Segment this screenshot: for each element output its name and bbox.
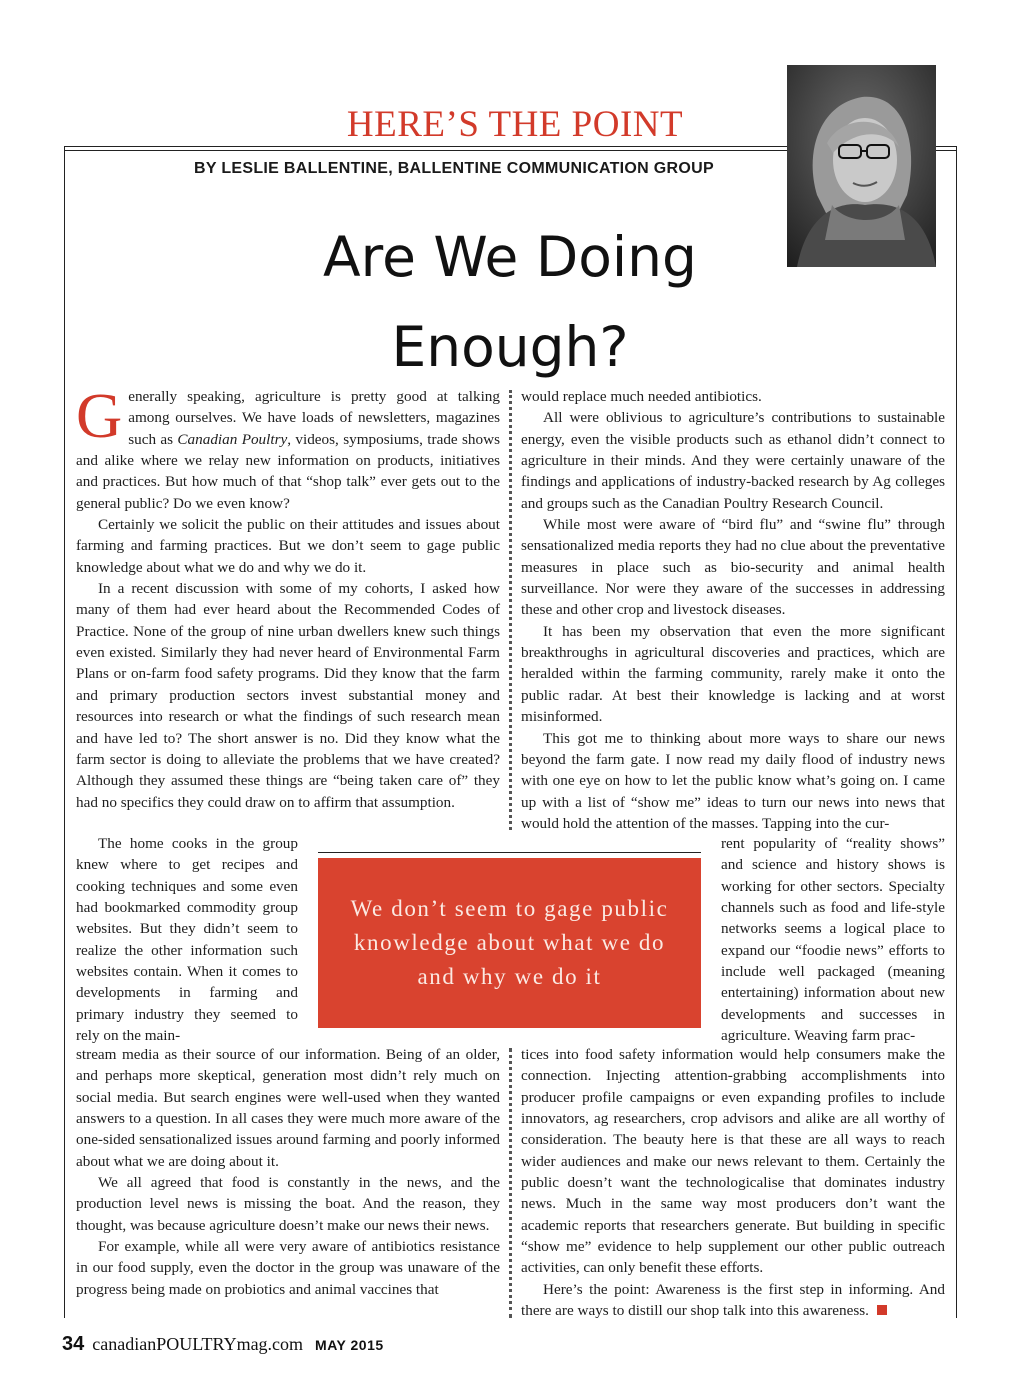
left-column-bottom	[76, 1044, 500, 1300]
paragraph	[76, 380, 500, 514]
end-mark-icon	[877, 1305, 887, 1315]
left-column-narrow	[76, 833, 298, 1046]
paragraph	[521, 1279, 945, 1322]
closing-text: Here’s the point: Awareness is the first step in informing. And there are ways to distill our shop talk into this awareness.	[521, 1280, 945, 1320]
paragraph: All were oblivious to agriculture’s contributions to sustainable energy, even the visible products such as ethanol didn’t connect to agriculture in their minds. And they were certainly unaware of the findings and applications of industry-backed research by Ag colleges and groups such as the Canadian Poultry Research Council.	[521, 409, 945, 512]
issue-date: MAY 2015	[315, 1337, 384, 1353]
paragraph: The home cooks in the group knew where to get recipes and cooking techniques and some even had bookmarked commodity group websites. But they didn’t seem to realize the other information such websites contain. When it comes to developments in farming and primary industry they seemed to rely on the main-	[76, 835, 298, 1045]
paragraph: rent popularity of “reality shows” and science and history shows is working for other sectors. Specialty channels such as food and life-style networks seems a logical place to expand our “foodie news” efforts to include well packaged (meaning entertaining) information about new developments and successes in agriculture. Weaving farm prac-	[721, 835, 945, 1045]
paragraph: For example, while all were very aware of antibiotics resistance in our food supply, even the doctor in the group was unaware of the progress being made on probiotics and animal vaccines that	[76, 1238, 500, 1298]
drop-cap: G	[76, 380, 123, 451]
title-line: Are We Doing	[323, 225, 697, 289]
paragraph: tices into food safety information would help consumers make the connection. Injecting attention-grabbing accomplishments into producer profile campaigns or even expanding profiles to include innovators, ag researchers, crop advisors and alike are all worthy of consideration. The beauty here is that these are all ways to reach wider audiences and make our news relevant to them. Certainly the public doesn’t want the technologicalise that dominates industry news. Much in the same way most producers don’t want the academic reports that researchers generate. But building in specific “show me” evidence to help supplement our other public outreach activities, can only benefit these efforts.	[521, 1046, 945, 1277]
column-title: HERE’S THE POINT	[346, 104, 684, 145]
page-number: 34	[62, 1333, 85, 1355]
pull-quote-text: We don’t seem to gage public knowledge about what we do and why we do it	[350, 896, 669, 989]
column-divider	[509, 390, 512, 830]
paragraph: Certainly we solicit the public on their attitudes and issues about farming and farming practices. But we don’t seem to gage public knowledge about what we do and why we do it.	[76, 516, 500, 576]
column-divider	[509, 1048, 512, 1318]
text-run: , videos, symposiums, trade shows and alike where we relay new information on products, initiatives and practices. But how much of that “shop talk” ever gets out to the general public? Do we even know?	[76, 430, 500, 512]
frame-rule	[956, 146, 957, 1318]
frame-rule	[936, 150, 956, 151]
pull-quote-rule	[318, 852, 701, 853]
text-run: enerally speaking, agriculture is pretty good at talking among ourselves. We have loads of newsletters, magazines such as	[128, 388, 500, 448]
right-column-top	[521, 386, 945, 834]
right-column-narrow	[721, 833, 945, 1046]
title-line: Enough?	[391, 315, 629, 379]
site-name: canadianPOULTRYmag.com	[92, 1334, 304, 1354]
left-column-top	[76, 380, 500, 813]
paragraph: While most were aware of “bird flu” and “swine flu” through sensationalized media reports they had no clue about the preventative measures in place such as bio-security and animal health surveillance. Nor were they aware of the successes in addressing these and other crop and livestock diseases.	[521, 516, 945, 619]
frame-rule	[936, 146, 956, 147]
byline: BY LESLIE BALLENTINE, BALLENTINE COMMUNICATION GROUP	[194, 160, 714, 177]
pull-quote	[318, 858, 701, 1028]
paragraph: It has been my observation that even the more significant breakthroughs in agricultural discoveries and practices, which are heralded within the farming community, rarely make it onto the public radar. At best their knowledge is lacking and at worst misinformed.	[521, 622, 945, 726]
paragraph: In a recent discussion with some of my cohorts, I asked how many of them had ever heard about the Recommended Codes of Practice. None of the group of nine urban dwellers knew such things even existed. Similarly they had never heard of Environmental Farm Plans or on-farm food safety programs. Did they know that the farm and primary production sectors invest substantial money and resources into research or what the findings of such research mean and have led to? The short answer is no. Did they know what the farm sector is doing to alleviate the problems that we have created? Although they assumed these things are “being taken care of” they had no specifics they could draw on to affirm that assumption.	[76, 580, 500, 811]
article-title	[250, 212, 770, 392]
frame-rule	[64, 150, 788, 151]
paragraph: This got me to thinking about more ways to share our news beyond the farm gate. I now read my daily flood of industry news with one eye on how to let the public know what’s going on. I came up with a list of “show me” ideas to turn our news into news that would hold the attention of the masses. Tapping into the cur-	[521, 729, 945, 832]
frame-rule	[64, 146, 65, 1318]
frame-rule	[64, 146, 788, 147]
publication-name: Canadian Poultry	[177, 430, 288, 448]
paragraph: would replace much needed antibiotics.	[521, 388, 762, 405]
page-footer	[62, 1333, 384, 1363]
paragraph: stream media as their source of our information. Being of an older, and perhaps more skeptical, generation most didn’t rely much on social media. But search engines were well-used when they wanted answers to a question. In all cases they were much more aware of the one-sided sensationalized issues around farming and poorly informed about what we are doing about it.	[76, 1046, 500, 1170]
right-column-bottom	[521, 1044, 945, 1321]
paragraph: We all agreed that food is constantly in the news, and the production level news is missing the boat. And the reason, they thought, was because agriculture doesn’t make our news their news.	[76, 1174, 500, 1234]
